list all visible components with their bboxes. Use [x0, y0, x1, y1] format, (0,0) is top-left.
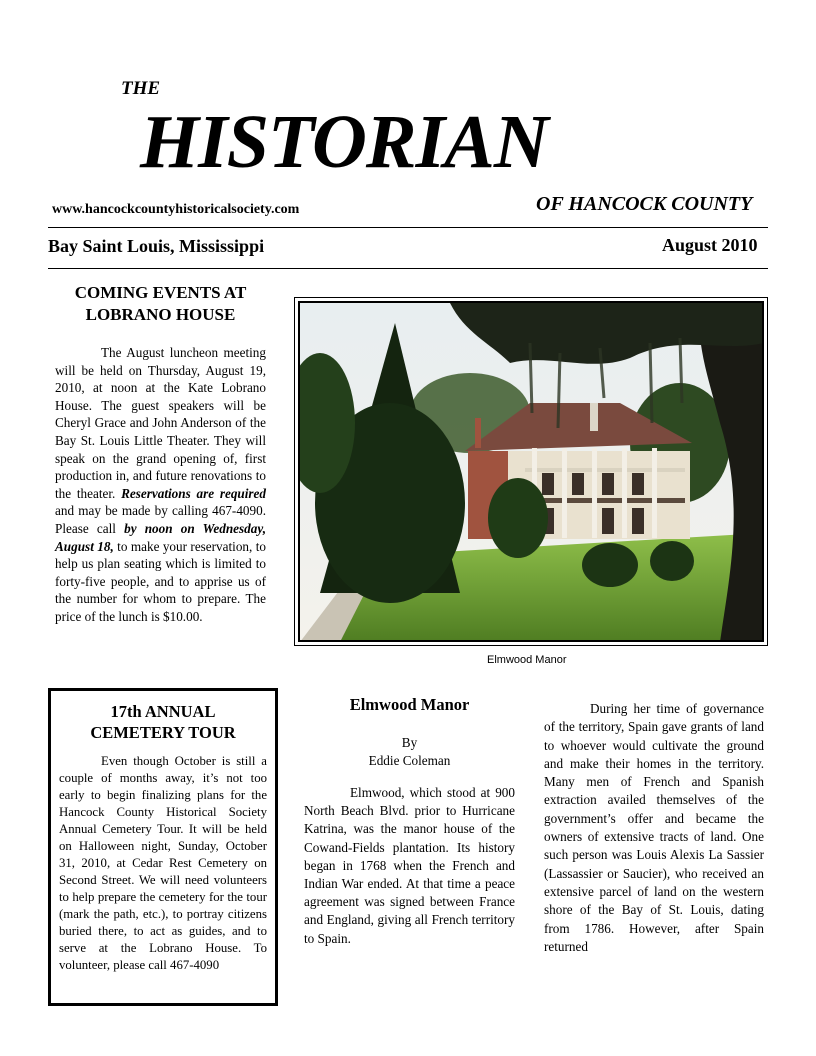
- divider-bottom: [48, 268, 768, 269]
- byline-author: Eddie Coleman: [368, 753, 451, 768]
- masthead-title: HISTORIAN: [140, 100, 548, 184]
- divider-top: [48, 227, 768, 228]
- tour-heading: [59, 701, 267, 743]
- events-emphasis-deadline: by noon on Wednesday, August 18,: [55, 520, 266, 554]
- photo-frame: [294, 297, 768, 646]
- events-heading: [55, 282, 266, 326]
- events-text-1: The August luncheon meeting will be held on Thursday, August 19, 2010, at noon at the Kate Lobrano House. The guest speakers will be Cheryl Grace and John Anderson of the Bay St. Louis Little Theater. They will speak on the grand opening of, first production in, and future renovations to the theater.: [55, 345, 266, 501]
- tour-paragraph: Even though October is still a couple of months away, it’s not too early to begin finalizing plans for the Hancock County Historical Society Annual Cemetery Tour. It will be held on Halloween night, Sunday, October 31, 2010, at Cedar Rest Cemetery on Second Street. We will need volunteers to help prepare the cemetery for the tour (mark the path, etc.), to portray citizens buried there, to act as guides, and to serve at the Lobrano House. To volunteer, please call 467-4090: [59, 754, 267, 972]
- photo-caption: Elmwood Manor: [487, 654, 567, 666]
- article-paragraph-2: During her time of governance of the territory, Spain gave grants of land to whoever would cultivate the ground and make their homes in the territory. Many men of French and Spanish extraction availed themselves of the government’s offer and became the owners of extensive tracts of land. One such person was Louis Alexis La Sassier (Lassassier or Saucier), who received an extensive parcel of land on the western shore of the Bay of St. Louis, dating from 1786. However, after Spain returned: [544, 701, 764, 954]
- article-heading: Elmwood Manor: [349, 695, 470, 714]
- elmwood-manor-photo: [298, 301, 764, 642]
- tour-heading-line1: 17th ANNUAL: [110, 702, 216, 721]
- dateline-place: Bay Saint Louis, Mississippi: [48, 236, 265, 256]
- article-paragraph-1: Elmwood, which stood at 900 North Beach Blvd. prior to Hurricane Katrina, was the manor house of the Cowand-Fields plantation. Its history began in 1768 when the French and Indian War ended. At that time a peace agreement was signed between France and England, giving all French territory to Spain.: [304, 785, 515, 946]
- cemetery-tour-box: [48, 688, 278, 1006]
- masthead-subtitle: OF HANCOCK COUNTY: [536, 193, 753, 215]
- article-column-2: [544, 700, 764, 956]
- events-section: [55, 282, 266, 626]
- masthead-the: THE: [121, 78, 161, 99]
- tour-heading-line2: CEMETERY TOUR: [90, 723, 236, 742]
- byline-by: By: [401, 735, 418, 750]
- events-heading-line1: COMING EVENTS AT: [74, 283, 247, 302]
- article-column-1: [304, 694, 515, 948]
- events-paragraph: [55, 344, 266, 626]
- events-heading-line2: LOBRANO HOUSE: [85, 305, 236, 324]
- events-text-2: and may be made by calling 467-4090. Please call: [55, 503, 266, 536]
- events-text-3: to make your reservation, to help us plan seating which is limited to forty-five people, and to apprise us of the number for whom to prepare. The price of the lunch is $10.00.: [55, 538, 266, 624]
- article-byline: [304, 734, 515, 770]
- issue-date: August 2010: [662, 235, 758, 255]
- events-emphasis-reservations: Reservations are required: [121, 485, 266, 501]
- website-link[interactable]: www.hancockcountyhistoricalsociety.com: [52, 202, 300, 217]
